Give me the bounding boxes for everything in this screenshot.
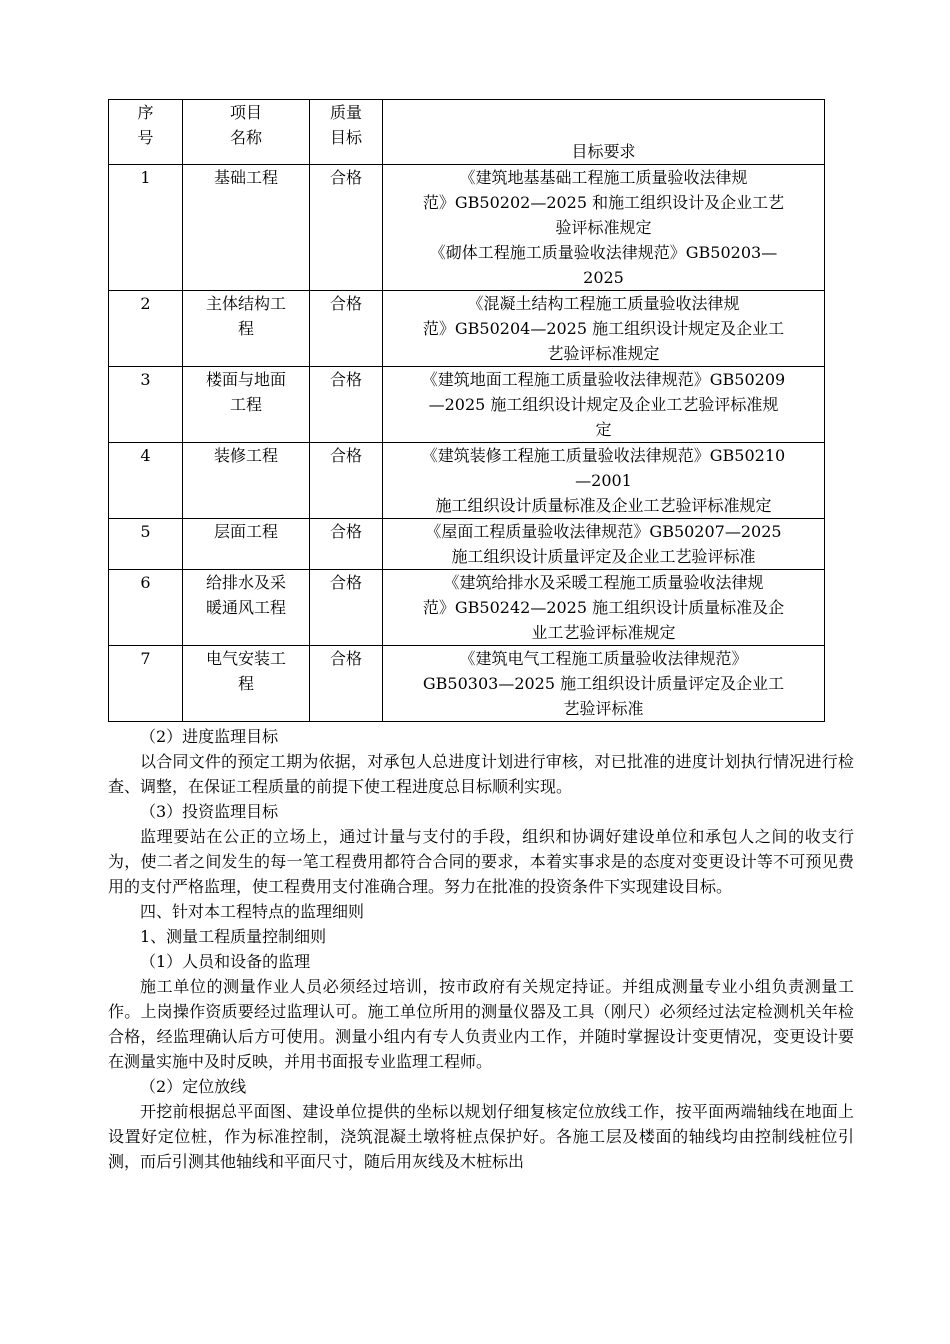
row-quality-target: 合格	[310, 367, 383, 443]
progress-target-heading: （2）进度监理目标	[140, 727, 279, 746]
row-quality-target: 合格	[310, 519, 383, 570]
row-requirement: 《混凝土结构工程施工质量验收法律规 范》GB50204—2025 施工组织设计规定及企业工 艺验评标准规定	[383, 291, 825, 367]
chapter-4-heading: 四、针对本工程特点的监理细则	[140, 902, 365, 921]
row-number: 3	[109, 367, 183, 443]
personnel-equipment-heading: （1）人员和设备的监理	[140, 952, 311, 971]
table-row	[109, 646, 825, 722]
row-number: 7	[109, 646, 183, 722]
header-target: 质量 目标	[310, 100, 383, 165]
row-number: 1	[109, 165, 183, 291]
header-name: 项目 名称	[183, 100, 310, 165]
investment-target-text: 监理要站在公正的立场上，通过计量与支付的手段，组织和协调好建设单位和承包人之间的收支行为，使二者之间发生的每一笔工程费用都符合合同的要求，本着实事求是的态度对变更设计等不可预见费用的支付严格监理，使工程费用支付准确合理。努力在批准的投资条件下实现建设目标。	[108, 827, 854, 896]
row-requirement: 《建筑地基基础工程施工质量验收法律规 范》GB50202—2025 和施工组织设计及企业工艺 验评标准规定 《砌体工程施工质量验收法律规范》GB50203— 2025	[383, 165, 825, 291]
positioning-heading: （2）定位放线	[140, 1077, 247, 1096]
row-quality-target: 合格	[310, 165, 383, 291]
table-row	[109, 519, 825, 570]
row-requirement: 《屋面工程质量验收法律规范》GB50207—2025 施工组织设计质量评定及企业工艺验评标准	[383, 519, 825, 570]
row-quality-target: 合格	[310, 291, 383, 367]
progress-target-text: 以合同文件的预定工期为依据，对承包人总进度计划进行审核，对已批准的进度计划执行情况进行检查、调整，在保证工程质量的前提下使工程进度总目标顺利实现。	[108, 752, 854, 796]
row-number: 2	[109, 291, 183, 367]
row-item-name: 给排水及采 暖通风工程	[183, 570, 310, 646]
table-row	[109, 443, 825, 519]
survey-quality-heading: 1、测量工程质量控制细则	[140, 927, 327, 946]
row-quality-target: 合格	[310, 646, 383, 722]
table-row	[109, 291, 825, 367]
row-item-name: 电气安装工 程	[183, 646, 310, 722]
table-header-row	[109, 100, 825, 165]
header-requirement: 目标要求	[383, 100, 825, 165]
quality-target-table	[108, 99, 825, 722]
table-row	[109, 570, 825, 646]
table-row	[109, 165, 825, 291]
table-row	[109, 367, 825, 443]
header-no: 序 号	[109, 100, 183, 165]
row-requirement: 《建筑电气工程施工质量验收法律规范》 GB50303—2025 施工组织设计质量评定及企业工 艺验评标准	[383, 646, 825, 722]
row-number: 4	[109, 443, 183, 519]
row-item-name: 主体结构工 程	[183, 291, 310, 367]
row-item-name: 基础工程	[183, 165, 310, 291]
investment-target-heading: （3）投资监理目标	[140, 802, 279, 821]
row-quality-target: 合格	[310, 443, 383, 519]
row-item-name: 层面工程	[183, 519, 310, 570]
row-item-name: 楼面与地面 工程	[183, 367, 310, 443]
row-item-name: 装修工程	[183, 443, 310, 519]
document-page	[108, 99, 854, 1174]
positioning-text: 开挖前根据总平面图、建设单位提供的坐标以规划仔细复核定位放线工作，按平面两端轴线在地面上设置好定位桩，作为标准控制，浇筑混凝土墩将桩点保护好。各施工层及楼面的轴线均由控制线桩位引测，而后引测其他轴线和平面尺寸，随后用灰线及木桩标出	[108, 1102, 854, 1171]
row-requirement: 《建筑地面工程施工质量验收法律规范》GB50209 —2025 施工组织设计规定及企业工艺验评标准规 定	[383, 367, 825, 443]
row-quality-target: 合格	[310, 570, 383, 646]
row-number: 5	[109, 519, 183, 570]
row-requirement: 《建筑装修工程施工质量验收法律规范》GB50210 —2001 施工组织设计质量标准及企业工艺验评标准规定	[383, 443, 825, 519]
row-requirement: 《建筑给排水及采暖工程施工质量验收法律规 范》GB50242—2025 施工组织设计质量标准及企 业工艺验评标准规定	[383, 570, 825, 646]
personnel-equipment-text: 施工单位的测量作业人员必须经过培训，按市政府有关规定持证。并组成测量专业小组负责测量工作。上岗操作资质要经过监理认可。施工单位所用的测量仪器及工具（刚尺）必须经过法定检测机关年检合格，经监理确认后方可使用。测量小组内有专人负责业内工作，并随时掌握设计变更情况，变更设计要在测量实施中及时反映，并用书面报专业监理工程师。	[108, 977, 854, 1071]
row-number: 6	[109, 570, 183, 646]
